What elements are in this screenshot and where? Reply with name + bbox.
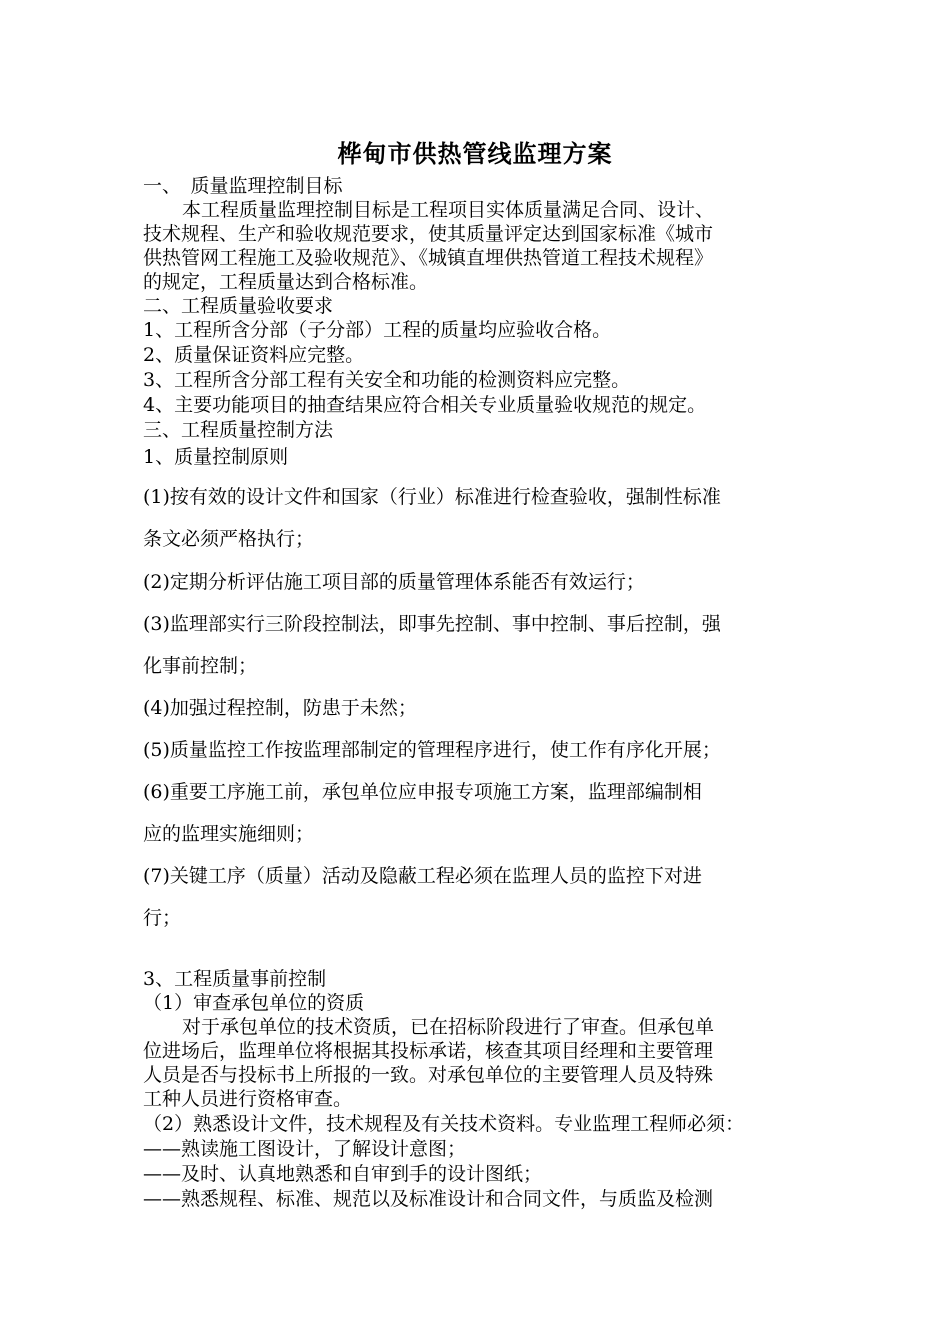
paragraph-line: 技术规程、生产和验收规范要求，使其质量评定达到国家标准《城市	[143, 223, 714, 245]
list-item: (1)按有效的设计文件和国家（行业）标准进行检查验收，强制性标准	[143, 486, 721, 508]
document-title: 桦甸市供热管线监理方案	[337, 139, 613, 168]
list-item: (5)质量监控工作按监理部制定的管理程序进行，使工作有序化开展；	[143, 739, 721, 761]
list-item: (6)重要工序施工前，承包单位应申报专项施工方案，监理部编制相	[143, 781, 702, 803]
list-item-continuation: 行；	[143, 907, 182, 929]
subsection-heading: （1）审查承包单位的资质	[143, 992, 365, 1014]
list-item: ——及时、认真地熟悉和自审到手的设计图纸；	[143, 1163, 543, 1185]
paragraph-line: 本工程质量监理控制目标是工程项目实体质量满足合同、设计、	[182, 199, 715, 221]
list-item: (7)关键工序（质量）活动及隐蔽工程必须在监理人员的监控下对进	[143, 865, 702, 887]
list-item: 1、工程所含分部（子分部）工程的质量均应验收合格。	[143, 319, 612, 341]
section-heading: 一、 质量监理控制目标	[143, 175, 343, 197]
list-item: (4)加强过程控制，防患于未然；	[143, 697, 417, 719]
list-item-continuation: 化事前控制；	[143, 655, 258, 677]
subsection-heading: 3、工程质量事前控制	[143, 968, 327, 990]
paragraph-line: 供热管网工程施工及验收规范》、《城镇直埋供热管道工程技术规程》	[143, 247, 714, 269]
list-item: (2)定期分析评估施工项目部的质量管理体系能否有效运行；	[143, 571, 645, 593]
paragraph-line: 对于承包单位的技术资质，已在招标阶段进行了审查。但承包单	[182, 1016, 715, 1038]
list-item: 4、主要功能项目的抽查结果应符合相关专业质量验收规范的规定。	[143, 394, 707, 416]
list-item-continuation: 应的监理实施细则；	[143, 823, 315, 845]
list-item: 3、工程所含分部工程有关安全和功能的检测资料应完整。	[143, 369, 631, 391]
list-item: (3)监理部实行三阶段控制法，即事先控制、事中控制、事后控制，强	[143, 613, 721, 635]
paragraph-line: 的规定，工程质量达到合格标准。	[143, 271, 429, 293]
paragraph-line: 人员是否与投标书上所报的一致。对承包单位的主要管理人员及特殊	[143, 1064, 714, 1086]
list-item: 2、质量保证资料应完整。	[143, 344, 365, 366]
list-item: ——熟读施工图设计，了解设计意图；	[143, 1138, 467, 1160]
paragraph-line: 工种人员进行资格审查。	[143, 1088, 353, 1110]
section-heading: 三、工程质量控制方法	[143, 419, 334, 441]
list-item-continuation: 条文必须严格执行；	[143, 528, 315, 550]
list-item: ——熟悉规程、标准、规范以及标准设计和合同文件，与质监及检测	[143, 1188, 714, 1210]
subsection-heading: 1、质量控制原则	[143, 446, 289, 468]
paragraph-line: （2）熟悉设计文件，技术规程及有关技术资料。专业监理工程师必须：	[143, 1113, 745, 1135]
paragraph-line: 位进场后，监理单位将根据其投标承诺，核查其项目经理和主要管理	[143, 1040, 714, 1062]
section-heading: 二、工程质量验收要求	[143, 295, 334, 317]
